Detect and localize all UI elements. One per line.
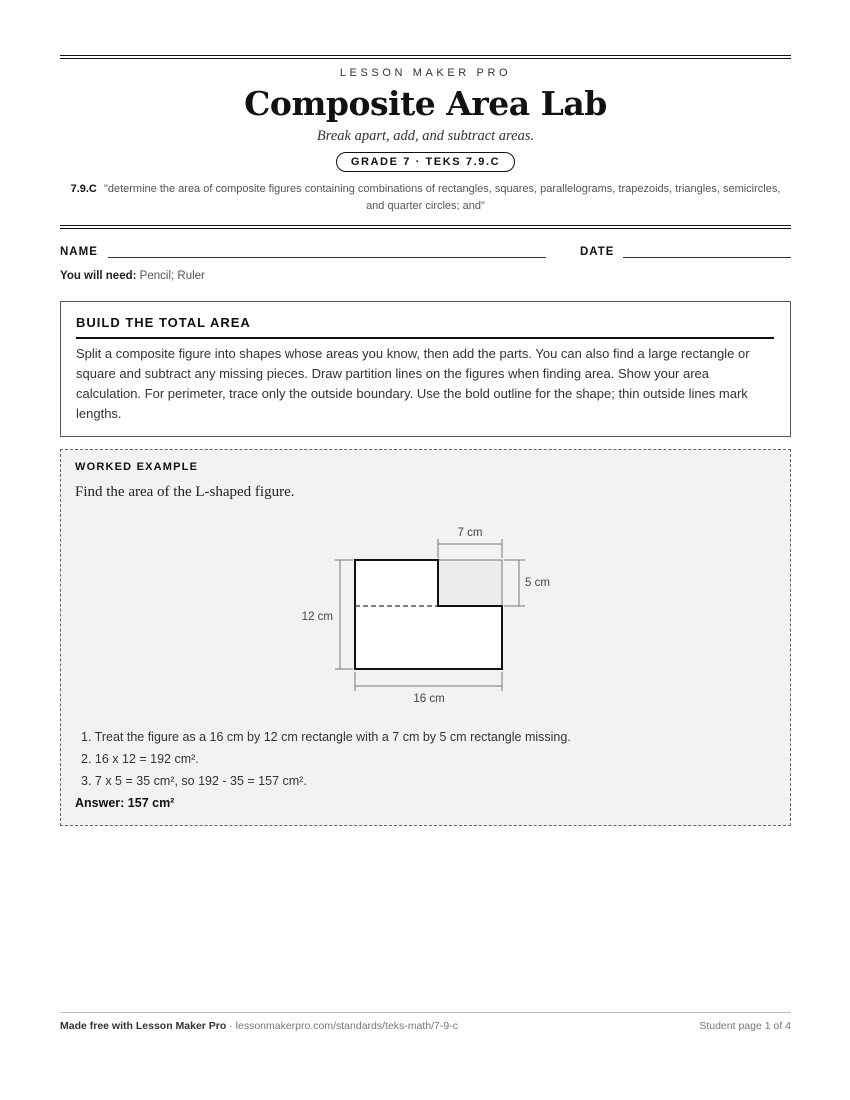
date-field[interactable] <box>623 257 791 258</box>
materials-list: Pencil; Ruler <box>139 270 205 282</box>
grade-badge: GRADE 7 · TEKS 7.9.C <box>336 152 515 172</box>
instructions-body: Split a composite figure into shapes whose areas you know, then add the parts. You can also find a large rectangle or square and subtract any missing pieces. Draw partition lines on the figures when finding area. Show your area calculation. For perimeter, trace only the outside boundary. Use the bold outline for the shape; thin outside lines mark lengths. <box>76 346 750 421</box>
header-bottom-rule-inner <box>60 228 791 229</box>
page-subtitle: Break apart, add, and subtract areas. <box>316 128 535 144</box>
standard-description <box>60 181 791 215</box>
missing-rectangle <box>438 560 502 606</box>
name-label: NAME <box>60 246 98 258</box>
solution-steps <box>75 726 571 792</box>
standard-code: 7.9.C <box>70 183 97 195</box>
footer-made-with: Made free with Lesson Maker Pro <box>60 1020 227 1032</box>
dimension-bottom-label: 16 cm <box>413 693 445 705</box>
top-rule-inner <box>60 58 791 59</box>
top-rule <box>60 55 791 56</box>
instructions-box <box>60 301 791 437</box>
standard-text: "determine the area of composite figures containing combinations of rectangles, squares, parallelograms, trapezoids, triangles, semicircles, and quarter circles; and" <box>103 183 781 212</box>
worksheet-page <box>60 0 791 1100</box>
worked-example-box <box>60 449 791 826</box>
footer-url[interactable]: · lessonmakerpro.com/standards/teks-math/7-9-c <box>226 1020 458 1032</box>
solution-step: 1. Treat the figure as a 16 cm by 12 cm rectangle with a 7 cm by 5 cm rectangle missing. <box>81 730 571 744</box>
dimension-left-label: 12 cm <box>301 611 333 623</box>
dimension-bottom <box>355 672 502 691</box>
dimension-top-label: 7 cm <box>457 527 483 539</box>
solution-step: 2. 16 x 12 = 192 cm². <box>81 752 199 766</box>
footer-rule <box>60 1012 791 1013</box>
instructions-heading: BUILD THE TOTAL AREA <box>76 315 774 339</box>
header-bottom-rule <box>60 225 791 226</box>
dimension-right-label: 5 cm <box>525 577 550 589</box>
brand-name: LESSON MAKER PRO <box>339 67 512 79</box>
page-title: Composite Area Lab <box>244 84 607 123</box>
name-date-row <box>60 246 791 262</box>
footer-page-number: Student page 1 of 4 <box>699 1020 791 1032</box>
worked-example-answer: Answer: 157 cm² <box>75 796 175 810</box>
worked-example-prompt: Find the area of the L-shaped figure. <box>75 484 295 500</box>
l-shape-figure <box>61 450 790 710</box>
worked-example-heading: WORKED EXAMPLE <box>75 461 199 473</box>
date-label: DATE <box>580 246 615 258</box>
dimension-top <box>438 539 502 558</box>
page-footer <box>60 1020 791 1032</box>
materials-label: You will need: <box>60 270 137 282</box>
materials-needed <box>60 270 205 282</box>
solution-step: 3. 7 x 5 = 35 cm², so 192 - 35 = 157 cm². <box>81 774 307 788</box>
name-field[interactable] <box>108 257 546 258</box>
dimension-right <box>504 560 525 606</box>
dimension-left <box>335 560 353 669</box>
